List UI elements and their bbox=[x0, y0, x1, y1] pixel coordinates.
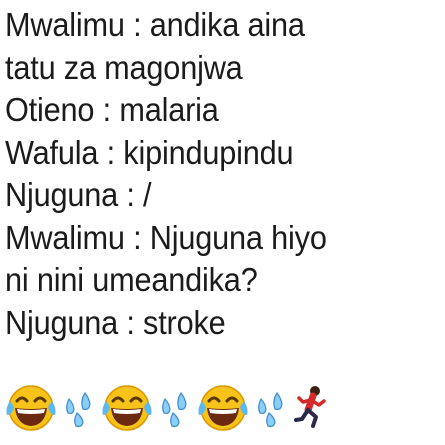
joke-line: Wafula : kipindupindu bbox=[5, 133, 294, 171]
joke-line: Njuguna : / bbox=[5, 176, 152, 213]
sweat-drops-icon bbox=[251, 379, 291, 435]
joke-line: ni nini umeandika? bbox=[5, 261, 258, 298]
joke-line: tatu za magonjwa bbox=[5, 48, 243, 86]
laughing-tears-icon bbox=[195, 379, 251, 435]
sweat-drops-icon bbox=[155, 379, 195, 435]
joke-line: Mwalimu : andika aina bbox=[5, 6, 305, 43]
joke-line: Otieno : malaria bbox=[5, 91, 219, 128]
joke-text bbox=[5, 4, 410, 344]
laughing-tears-icon bbox=[3, 379, 59, 435]
running-person-icon bbox=[291, 379, 331, 435]
joke-line: Njuguna : stroke bbox=[5, 303, 226, 341]
sweat-drops-icon bbox=[59, 379, 99, 435]
emoji-row bbox=[3, 376, 331, 438]
laughing-tears-icon bbox=[99, 379, 155, 435]
joke-line: Mwalimu : Njuguna hiyo bbox=[5, 218, 327, 256]
